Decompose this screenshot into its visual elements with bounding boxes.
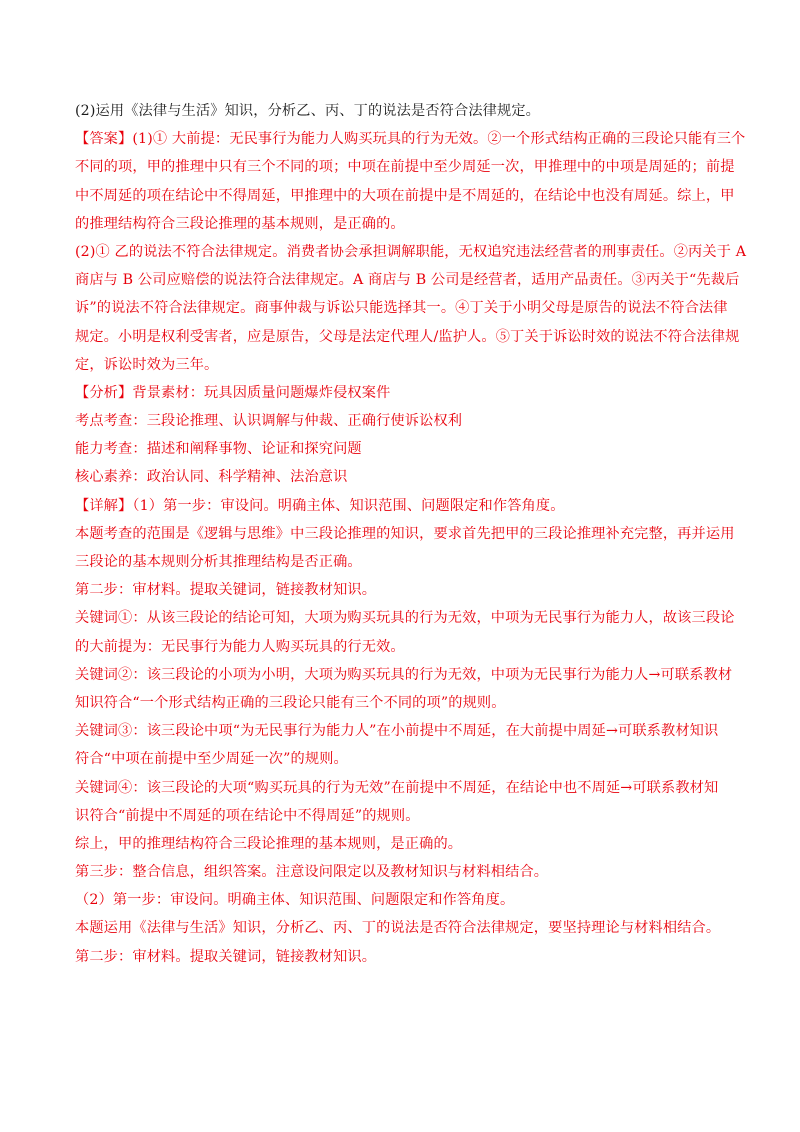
- detail-line: 本题考查的范围是《逻辑与思维》中三段论推理的知识，要求首先把甲的三段论推理补充完整，再并运用: [75, 525, 735, 542]
- answer-line: (2)① 乙的说法不符合法律规定。消费者协会承担调解职能，无权追究违法经营者的刑事责任。②丙关于 A: [75, 243, 747, 260]
- detail-line: 知识符合“一个形式结构正确的三段论只能有三个不同的项”的规则。: [75, 694, 506, 711]
- answer-line: 商店与 B 公司应赔偿的说法符合法律规定。A 商店与 B 公司是经营者，适用产品责任。③丙关于“先裁后: [75, 272, 740, 289]
- detail-line: 关键词③：该三段论中项“为无民事行为能力人”在小前提中不周延，在大前提中周延→可联系教材知识: [75, 723, 719, 740]
- detail-line: 第三步：整合信息，组织答案。注意设问限定以及教材知识与材料相结合。: [75, 864, 549, 881]
- detail-line: 三段论的基本规则分析其推理结构是否正确。: [75, 554, 362, 570]
- answer-line: 【答案】(1)① 大前提：无民事行为能力人购买玩具的行为无效。②一个形式结构正确的三段论只能有三个: [75, 131, 746, 148]
- detail-line: 符合“中项在前提中至少周延一次”的规则。: [75, 751, 348, 768]
- answer-line: 定，诉讼时效为三年。: [75, 356, 219, 373]
- detail-line: 关键词①：从该三段论的结论可知，大项为购买玩具的行为无效，中项为无民事行为能力人，故该三段论: [75, 610, 735, 627]
- answer-line: 的推理结构符合三段论推理的基本规则，是正确的。: [75, 215, 405, 232]
- detail-line: 识符合“前提中不周延的项在结论中不得周延”的规则。: [75, 807, 420, 824]
- detail-line: 【详解】（1）第一步：审设问。明确主体、知识范围、问题限定和作答角度。: [75, 497, 565, 514]
- detail-line: 关键词②：该三段论的小项为小明，大项为购买玩具的行为无效，中项为无民事行为能力人→可联系教材: [75, 666, 733, 683]
- detail-line: （2）第一步：审设问。明确主体、知识范围、问题限定和作答角度。: [75, 892, 515, 909]
- analysis-line: 考点考查：三段论推理、认识调解与仲裁、正确行使诉讼权利: [75, 413, 463, 430]
- analysis-line: 核心素养：政治认同、科学精神、法治意识: [75, 469, 348, 486]
- detail-line: 综上，甲的推理结构符合三段论推理的基本规则，是正确的。: [75, 835, 463, 852]
- answer-line: 诉”的说法不符合法律规定。商事仲裁与诉讼只能选择其一。④丁关于小明父母是原告的说法不符合法律: [75, 300, 728, 317]
- answer-line: 不同的项，甲的推理中只有三个不同的项；中项在前提中至少周延一次，甲推理中的中项是周延的；前提: [75, 159, 735, 176]
- detail-line: 关键词④：该三段论的大项“购买玩具的行为无效”在前提中不周延，在结论中也不周延→可联系教材知: [75, 779, 719, 796]
- analysis-line: 能力考查：描述和阐释事物、论证和探究问题: [75, 441, 362, 458]
- answer-line: 中不周延的项在结论中不得周延，甲推理中的大项在前提中是不周延的，在结论中也没有周延。综上，甲: [75, 187, 735, 204]
- document-body: [75, 97, 747, 971]
- detail-line: 第二步：审材料。提取关键词，链接教材知识。: [75, 948, 377, 965]
- detail-line: 第二步：审材料。提取关键词，链接教材知识。: [75, 582, 377, 599]
- question-line: (2)运用《法律与生活》知识，分析乙、丙、丁的说法是否符合法律规定。: [75, 103, 541, 119]
- analysis-line: 【分析】背景素材：玩具因质量问题爆炸侵权案件: [75, 384, 391, 401]
- answer-line: 规定。小明是权利受害者，应是原告，父母是法定代理人/监护人。⑤丁关于诉讼时效的说法不符合法律规: [75, 328, 740, 345]
- detail-line: 的大前提为：无民事行为能力人购买玩具的行无效。: [75, 638, 405, 655]
- detail-line: 本题运用《法律与生活》知识，分析乙、丙、丁的说法是否符合法律规定，要坚持理论与材料相结合。: [75, 920, 721, 937]
